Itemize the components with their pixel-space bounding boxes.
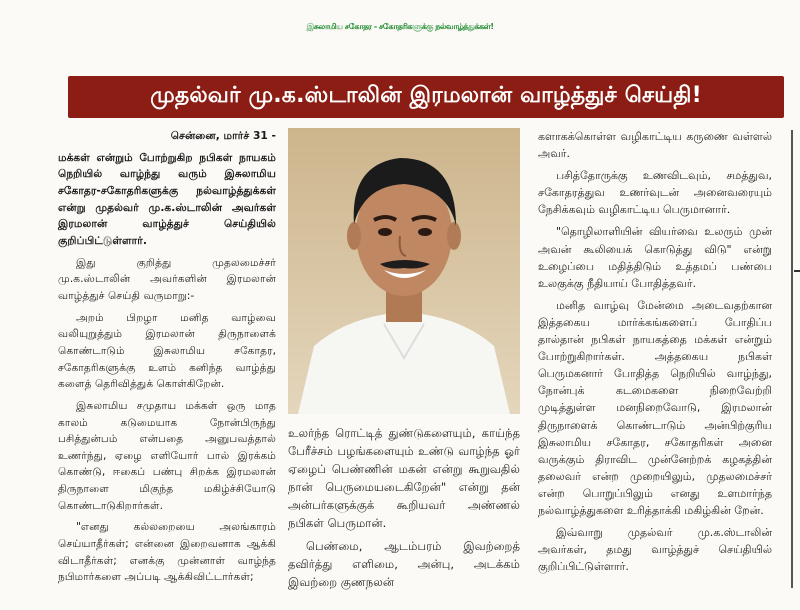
paragraph: இது குறித்து முதலமைச்சர் மு.க.ஸ்டாலின் அவர்களின் இரமலான் வாழ்த்துச் செய்தி வருமாறு:-: [58, 255, 276, 302]
lead-paragraph: மக்கள் என்றும் போற்றுகிற நபிகள் நாயகம் நெறியில் வாழ்ந்து வரும் இசுலாமிய சகோதர-சகோதரிகளுக்கு நல்வாழ்த்துக்கள் என்று முதல்வர் மு.க.ஸ்டாலின் அவர்கள் இரமலான் வாழ்த்துச் செய்தியில் குறிப்பிட்டுள்ளார்.: [58, 150, 276, 247]
portrait-illustration: [288, 128, 520, 414]
paragraph: பெண்மை, ஆடம்பரம் இவற்றைத் தவிர்த்து எளிமை, அன்பு, அடக்கம் இவற்றை குணநலன்: [288, 539, 520, 589]
margin-mark: [794, 270, 800, 272]
paragraph: மனித வாழ்வு மேன்மை அடைவதற்கான இத்தகைய மார்க்கங்களைப் போதிப்ப தால்தான் நபிகள் நாயகத்தை மக்கள் என்றும் போற்றுகிறார்கள். அத்தகைய நபிகள் பெருமகனார் போதித்த நெறியில் வாழ்ந்து, நோன்புக் கடமைகளை நிறைவேற்றி முடித்துள்ள மனநிறைவோடு, இரமலான் திருநாளைக் கொண்டாடும் அன்பிற்குரிய இசுலாமிய சகோதர, சகோதரிகள் அனை வருக்கும் திராவிட முன்னேற்றக் கழகத்தின் தலைவர் என்ற முறையிலும், முதலமைச்சர் என்ற பொறுப்பிலும் எனது உளமார்ந்த நல்வாழ்த்துகளை உரித்தாக்கி மகிழ்கின் றேன்.: [538, 298, 772, 517]
paragraph: "எனது கல்லறையை அலங்காரம் செய்யாதீர்கள்; என்னை இறைவனாக ஆக்கி விடாதீர்கள்; எனக்கு முன்னாள் வாழ்ந்த நபிமார்களை அப்படி ஆக்கிவிட்டார்கள்;: [58, 520, 276, 584]
article-column-3: [538, 128, 772, 580]
paragraph: உலர்ந்த ரொட்டித் துண்டுகளையும், காய்ந்த பேரீச்சம் பழங்களையும் உண்டு வாழ்ந்த ஓர் ஏழைப் பெண்ணின் மகன் என்று கூறுவதில் நான் பெருமையடைகிறேன்" என்று தன் அன்பர்களுக்குக் கூறியவர் அண்ணல் நபிகள் பெருமான்.: [288, 426, 520, 530]
subheadline-banner: [68, 76, 784, 118]
headline: இசுலாமிய சகோதர - சகோதரிகளுக்கு நல்வாழ்த்துக்கள்!: [306, 22, 494, 31]
paragraph: "தொழிலாளியின் வியர்வை உலரும் முன் அவன் கூலியைக் கொடுத்து விடு" என்று உழைப்பை மதித்திடும் உத்தமப் பண்பை உலகுக்கு நீதியாய் போதித்தவர்.: [538, 225, 772, 290]
paragraph: களாகக்கொள்ள வழிகாட்டிய கருணை வள்ளல் அவர்.: [538, 130, 772, 161]
paragraph: இவ்வாறு முதல்வர் மு.க.ஸ்டாலின் அவர்கள், தமது வாழ்த்துச் செய்தியில் குறிப்பிட்டுள்ளார்.: [538, 526, 772, 574]
subheadline: முதல்வர் மு.க.ஸ்டாலின் இரமலான் வாழ்த்துச் செய்தி!: [150, 83, 702, 108]
article-column-1: [58, 128, 276, 591]
paragraph: இசுலாமிய சமுதாய மக்கள் ஒரு மாத காலம் கடுமையாக நோன்பிருந்து பசித்துன்பம் என்பதை அனுபவத்தால் உணர்ந்து, ஏழை எளியோர் பால் இரக்கம் கொண்டு, ஈகைப் பண்பு சிறக்க இரமலான் திருநாளை மிகுந்த மகிழ்ச்சியோடு கொண்டாடுகிறார்கள்.: [58, 398, 276, 512]
article-column-2: [288, 424, 520, 596]
cropped-previous-headline: [0, 0, 800, 8]
column-divider: [791, 130, 793, 588]
dateline: சென்னை, மார்ச் 31 -: [170, 129, 276, 142]
paragraph: அறம் பிறழா மனித வாழ்வை வலியுறுத்தும் இரமலான் திருநாளைக் கொண்டாடும் இசுலாமிய சகோதர, சகோதரிகளுக்கு உளம் கனிந்த வாழ்த்து களைத் தெரிவித்துக் கொள்கிறேன்.: [58, 310, 276, 391]
paragraph: பசித்தோருக்கு உணவிடவும், சமத்துவ, சகோதரத்துவ உணர்வுடன் அனைவரையும் நேசிக்கவும் வழிகாட்டிய பெருமானார்.: [538, 169, 772, 217]
portrait-photo: [288, 128, 520, 414]
